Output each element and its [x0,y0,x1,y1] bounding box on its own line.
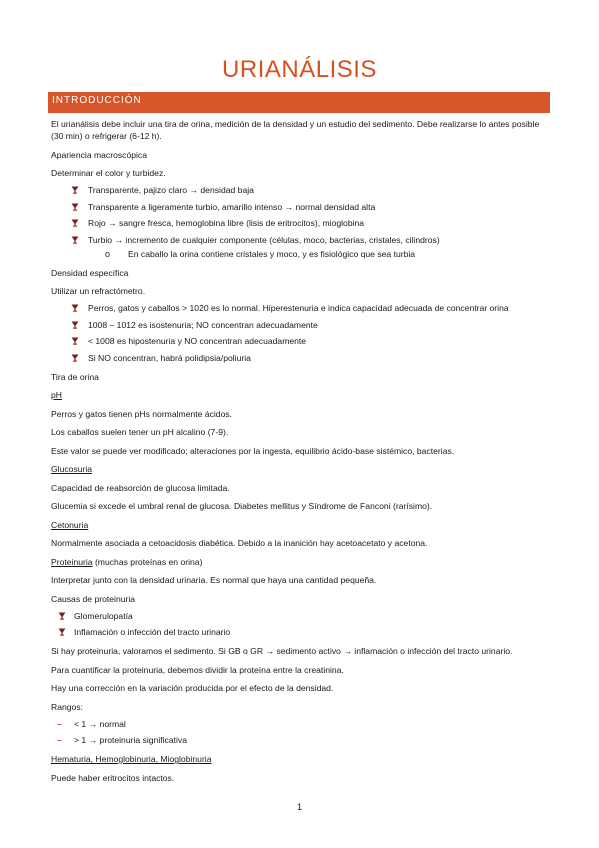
proteinuria-line: Interpretar junto con la densidad urinaria. Es normal que haya una cantidad pequeña. [51,575,377,585]
dash-bullet-icon: – [57,718,62,729]
goblet-bullet-icon [71,354,79,362]
cetonuria-heading: Cetonuria [51,519,89,530]
proteinuria-heading-suffix: (muchas proteínas en orina) [92,556,203,567]
intro-paragraph: El urianálisis debe incluir una tira de orina, medición de la densidad y un estudio del sedimento. Debe realizarse lo antes posible (30 min) o refrigerar (6-12 h). [51,119,540,141]
list-item: Glomerulopatía [51,610,551,622]
goblet-bullet-icon [71,304,79,312]
circle-bullet-icon: o [105,248,111,259]
page-title: URIANÁLISIS [222,56,377,83]
list-item: Si NO concentran, habrá polidipsia/poliuria [51,352,551,364]
list-item: – < 1 → normal [57,718,126,729]
list-item: Transparente a ligeramente turbio, amarillo intenso → normal densidad alta [51,201,551,213]
goblet-bullet-icon [71,186,79,194]
causas-heading: Causas de proteinuria [51,593,136,604]
proteinuria-note: Para cuantificar la proteinuria, debemos dividir la proteína entre la creatinina. [51,664,344,675]
section-header-label: INTRODUCCIÓN [52,95,142,106]
proteinuria-note: Si hay proteinuria, valoramos el sedimento. Si GB o GR → sedimento activo → inflamación o infección del tracto urinario. [51,646,513,656]
sub-list-item: o En caballo la orina contiene cristales y moco, y es fisiológico que sea turbia [105,248,416,259]
ph-line: Los caballos suelen tener un pH alcalino (7-9). [51,427,229,437]
proteinuria-heading: Proteinuria [51,556,93,567]
goblet-bullet-icon [71,236,79,244]
proteinuria-note: Hay una corrección en la variación producida por el efecto de la densidad. [51,683,334,693]
glucosuria-heading: Glucosuria [51,464,93,474]
document-body [51,118,551,790]
glucosuria-line: Capacidad de reabsorción de glucosa limitada. [51,482,230,493]
causas-list [51,610,551,639]
ph-line: Perros y gatos tienen pHs normalmente ácidos. [51,408,233,419]
tira-heading: Tira de orina [51,371,99,382]
list-item: 1008 – 1012 es isostenuria; NO concentran adecuadamente [51,319,551,331]
apariencia-list [51,184,551,260]
list-item: Rojo → sangre fresca, hemoglobina libre (lisis de eritrocitos), mioglobina [51,217,551,229]
goblet-bullet-icon [58,628,66,636]
dash-bullet-icon: – [57,735,62,745]
sub-list [88,248,551,260]
densidad-heading: Densidad específica [51,267,129,278]
rangos-heading: Rangos: [51,701,84,712]
rangos-list [51,718,551,747]
hematuria-line: Puede haber eritrocitos intactos. [51,772,175,783]
list-item: < 1008 es hipostenuria y NO concentran adecuadamente [51,335,551,347]
list-item: – > 1 → proteinuria significativa [57,735,187,745]
page-number: 1 [296,802,302,812]
list-item: Inflamación o infección del tracto urinario [51,626,551,638]
list-item: Transparente, pajizo claro → densidad baja [51,184,551,196]
list-item: Perros, gatos y caballos > 1020 es lo normal. Hiperestenuria e indica capacidad adecuada de concentrar orina [51,302,551,314]
densidad-lead: Utilizar un refractómetro. [51,286,146,296]
list-item: Turbio → incremento de cualquier componente (células, moco, bacterias, cristales, cilindros) o En caballo la orina contiene cristales y moco, y es fisiológico que sea turbia [51,234,551,260]
goblet-bullet-icon [71,321,79,329]
goblet-bullet-icon [71,203,79,211]
apariencia-heading: Apariencia macroscópica [51,149,148,160]
section-header-bar [48,92,550,113]
cetonuria-line: Normalmente asociada a cetoacidosis diabética. Debido a la inanición hay acetoacetato y acetona. [51,538,428,548]
densidad-list [51,302,551,364]
goblet-bullet-icon [71,219,79,227]
hematuria-heading: Hematuria, Hemoglobinuria, Mioglobinuria [51,754,212,764]
apariencia-lead: Determinar el color y turbidez. [51,168,166,178]
ph-line: Este valor se puede ver modificado; alteraciones por la ingesta, equilibrio ácido-base sistémico, bacterias. [51,445,455,456]
goblet-bullet-icon [58,612,66,620]
goblet-bullet-icon [71,337,79,345]
glucosuria-line: Glucemia si excede el umbral renal de glucosa. Diabetes mellitus y Síndrome de Fanconi (rarísimo). [51,501,433,511]
proteinuria-heading-line [51,556,551,568]
ph-heading: pH [51,390,62,400]
